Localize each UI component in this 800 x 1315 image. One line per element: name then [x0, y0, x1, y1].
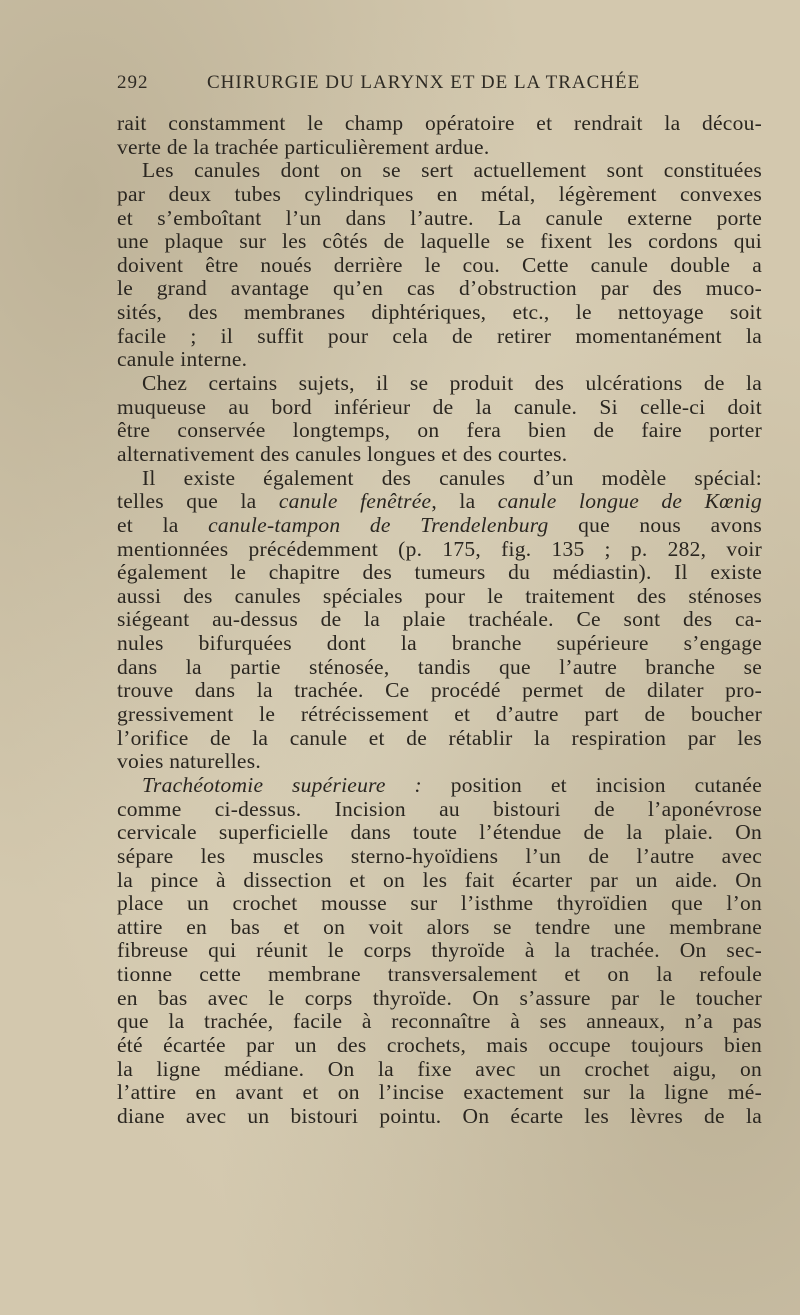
text-line: trouve dans la trachée. Ce procédé permet de dilater pro- [117, 678, 762, 703]
text-line: dans la partie sténosée, tandis que l’autre branche se [117, 654, 762, 679]
body-text [117, 112, 762, 1129]
text-line: la ligne médiane. On la fixe avec un crochet aigu, on [117, 1056, 762, 1081]
text-line: doivent être noués derrière le cou. Cette canule double a [117, 252, 762, 277]
text-line: alternativement des canules longues et des courtes. [117, 441, 568, 466]
text-segment: que nous avons [548, 512, 762, 537]
text-segment: telles que la [117, 489, 279, 514]
text-line: la pince à dissection et on les fait écarter par un aide. On [117, 867, 762, 892]
text-line: tionne cette membrane transversalement et on la refoule [117, 962, 762, 987]
text-segment: position et incision cutanée [421, 772, 763, 797]
running-title: CHIRURGIE DU LARYNX ET DE LA TRACHÉE [207, 72, 641, 93]
page-number: 292 [117, 72, 149, 93]
italic-term: canule-tampon de Trendelenburg [208, 512, 549, 537]
text-line: que la trachée, facile à reconnaître à ses anneaux, n’a pas [117, 1009, 762, 1034]
text-line: attire en bas et on voit alors se tendre une membrane [117, 914, 762, 939]
text-line: cervicale superficielle dans toute l’étendue de la plaie. On [117, 820, 762, 845]
text-line: par deux tubes cylindriques en métal, légèrement convexes [117, 181, 762, 206]
text-segment: , la [431, 489, 498, 514]
text-line: en bas avec le corps thyroïde. On s’assure par le toucher [117, 985, 762, 1010]
italic-term: canule fenêtrée [278, 489, 432, 514]
text-line: aussi des canules spéciales pour le traitement des sténoses [117, 583, 762, 608]
text-line: une plaque sur les côtés de laquelle se fixent les cordons qui [117, 229, 762, 254]
text-line: comme ci-dessus. Incision au bistouri de l’aponévrose [117, 796, 762, 821]
italic-term: canule longue de Kœnig [497, 489, 762, 514]
text-line: l’attire en avant et on l’incise exactement sur la ligne mé- [117, 1080, 762, 1105]
text-line: également le chapitre des tumeurs du médiastin). Il existe [117, 560, 762, 585]
text-line: nules bifurquées dont la branche supérieure s’engage [117, 631, 762, 656]
text-line: facile ; il suffit pour cela de retirer momentanément la [117, 323, 762, 348]
italic-term: Trachéotomie supérieure : [142, 772, 422, 797]
text-line: l’orifice de la canule et de rétablir la respiration par les [117, 725, 762, 750]
text-line: diane avec un bistouri pointu. On écarte les lèvres de la [117, 1103, 762, 1128]
text-line [117, 774, 762, 798]
text-line: et s’emboîtant l’un dans l’autre. La canule externe porte [117, 205, 762, 230]
running-head [117, 72, 762, 94]
text-line [117, 514, 762, 538]
text-line: gressivement le rétrécissement et d’autre part de boucher [117, 702, 762, 727]
text-line: siégeant au-dessus de la plaie trachéale. Ce sont des ca- [117, 607, 762, 632]
text-line [117, 490, 762, 514]
text-segment: et la [117, 512, 209, 537]
text-line: Les canules dont on se sert actuellement sont constituées [142, 158, 762, 183]
text-line: être conservée longtemps, on fera bien de faire porter [117, 418, 762, 443]
text-line: sépare les muscles sterno-hyoïdiens l’un de l’autre avec [117, 843, 762, 868]
text-line: mentionnées précédemment (p. 175, fig. 135 ; p. 282, voir [117, 536, 762, 561]
text-line: Chez certains sujets, il se produit des ulcérations de la [142, 371, 762, 396]
text-line: voies naturelles. [117, 749, 261, 774]
text-line: muqueuse au bord inférieur de la canule. Si celle-ci doit [117, 394, 762, 419]
text-line: sités, des membranes diphtériques, etc., le nettoyage soit [117, 300, 762, 325]
text-line: fibreuse qui réunit le corps thyroïde à la trachée. On sec- [117, 938, 762, 963]
text-line: place un crochet mousse sur l’isthme thyroïdien que l’on [117, 891, 762, 916]
text-line: le grand avantage qu’en cas d’obstruction par des muco- [117, 276, 762, 301]
text-line: été écartée par un des crochets, mais occupe toujours bien [117, 1032, 762, 1057]
text-line: Il existe également des canules d’un modèle spécial: [142, 465, 762, 490]
text-line: rait constamment le champ opératoire et rendrait la décou- [117, 111, 762, 135]
text-line: verte de la trachée particulièrement ardue. [117, 134, 490, 159]
text-line: canule interne. [117, 347, 248, 372]
